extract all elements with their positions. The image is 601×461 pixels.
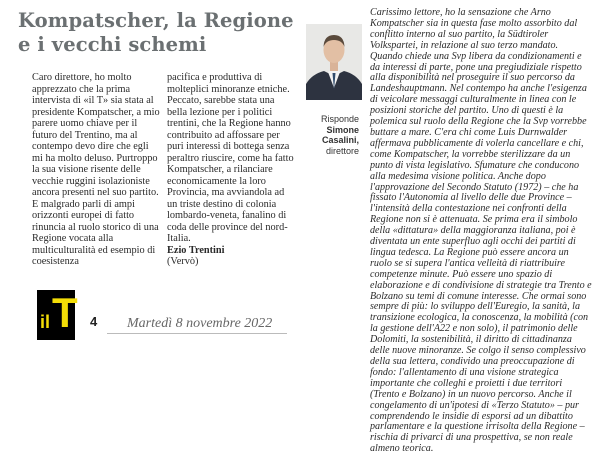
letter-column-2 — [167, 72, 294, 268]
page-number: 4 — [90, 314, 98, 329]
letter-text-part-2: pacifica e produttiva di molteplici minoranze etniche. Peccato, sarebbe stata una bella lezione per i politici trentini, che la Regione hanno contribuito ad affossare per puri interessi di bottega senza peraltro riuscire, come ha fatto Kompatscher, a rilanciare economicamente la loro Provincia, ma avviandola ad un triste destino di colonia lombardo-veneta, fanalino di coda delle province del nord-Italia. — [167, 72, 294, 244]
reply-byline — [311, 114, 359, 156]
editor-last-name: Casalini, — [321, 135, 359, 145]
editor-photo — [306, 24, 362, 100]
publication-date: Martedì 8 novembre 2022 — [127, 316, 273, 331]
article-title — [18, 9, 318, 57]
logo-t-text: T — [52, 289, 78, 336]
reply-label: Risponde — [320, 114, 359, 124]
editor-first-name: Simone — [326, 124, 359, 135]
title-line-1: Kompatscher, la Regione — [18, 9, 294, 32]
letter-column-1 — [32, 72, 160, 268]
signature-name: Ezio Trentini — [167, 244, 225, 256]
editor-role: direttore — [325, 145, 359, 156]
signature-city: (Vervò) — [167, 256, 199, 267]
newspaper-logo — [37, 289, 78, 340]
title-line-2: e i vecchi schemi — [18, 33, 207, 56]
reply-column — [370, 8, 592, 455]
logo-il-text: il — [40, 312, 51, 332]
footer-divider — [107, 333, 287, 334]
editor-portrait-icon — [306, 24, 362, 100]
reply-text: Carissimo lettore, ho la sensazione che Arno Kompatscher sia in questa fase molto assorbito dal conflitto interno al suo partito, la Südtiroler Volkspartei, in relazione al suo terzo mandato. Quando chiede una Svp libera da condizionamenti e da interessi di parte, pone una pregiudiziale rispetto alla disponibilità nel proseguire il suo percorso da Landeshauptmann. Nel contempo ha anche l'esigenza di veicolare messaggi culturalmente in linea con le posizioni storiche del partito. Uno di questi è la polemica sul ruolo della Regione che la Svp vorrebbe buttare a mare. C'era chi come Luis Durnwalder affermava pubblicamente di volerla cancellare e chi, come Kompatscher, la vorrebbe sterilizzare da un punto di vista legislativo. Sfumature che conducono alla medesima visione politica. Anche dopo l'approvazione del Secondo Statuto (1972) – che ha fissato l'Autonomia al livello delle due Province – l'intensità della contestazione nei confronti della Regione non si è attenuata. Se prima era il simbolo della «dittatura» della maggioranza italiana, poi è diventata un ente superfluo agli occhi dei partiti di lingua tedesca. La Regione può essere ancora un ruolo se si supera l'antica velleità di riattribuire competenze minute. Può essere uno spazio di elaborazione e di condivisione di strategie tra Trento e Bolzano su temi di comune interesse. Che ormai sono sempre di più: lo sviluppo dell'Euregio, la sanità, la transizione ecologica, la conoscenza, la mobilità (con la gestione dell'A22 e non solo), il patrimonio delle Dolomiti, la sostenibilità, il diritto di cittadinanza delle nuove minoranze. Se colgo il senso complessivo della sua lettera, condivido una preoccupazione di fondo: l'allentamento di una visione strategica importante che colleghi e proietti i due territori (Trento e Bolzano) in un nuovo percorso. Anche il congelamento di un'ipotesi di «Terzo Statuto» – pur comprendendo le insidie di esporsi ad un dibattito parlamentare e la questione irrisolta della Regione – rischia di privarci di una prospettiva, se non reale almeno teorica. — [370, 7, 592, 455]
letter-text-part-1: Caro direttore, ho molto apprezzato che la prima intervista di «il T» sia stata al presidente Kompatscher, a mio parere uomo chiave per il futuro del Trentino, ma al contempo devo dire che egli mi ha molto deluso. Purtroppo la sua visione risente delle vecchie ruggini isolazioniste ancora presenti nel suo partito. E malgrado parli di ampi orizzonti europei di fatto rinuncia al ruolo storico di una Regione vocata alla multiculturalità ed esempio di coesistenza — [32, 72, 160, 267]
